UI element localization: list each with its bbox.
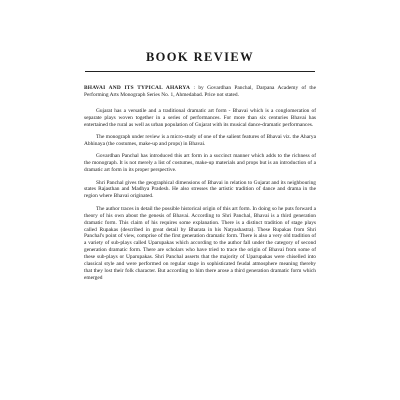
citation-title: BHAVAI AND ITS TYPICAL AHARYA: [84, 85, 191, 91]
heading-rule: [85, 71, 315, 72]
review-body: [84, 79, 316, 287]
page-heading: BOOK REVIEW: [145, 50, 255, 64]
paragraph-5: The author traces in detail the possible historical origin of this art form. In doing so he puts forward a theory of his own about the genesis of Bhavai. According to Shri Panchal, Bhavai is a third generation dramatic form. This claim of his requires some explanation. There is a distinct tradition of stage plays called Rupakas (described in great detail by Bharata in his Natyashastra). These Rupakas from Shri Panchal's point of view, comprise of the first generation dramatic form. There is also a very old tradition of a variety of sub-plays called Uparupakas which according to the author fall under the category of second generation dramatic form. There are scholars who have tried to trace the origin of Bhavai from some of these sub-plays or Uparupakas. Shri Panchal asserts that the majority of Uparupakas were chiselled into classical style and were performed on regular stage in sophisticated feudal atmosphere meaning thereby that they lost their folk character. But according to him there arose a third generation dramatic form which emerged: [84, 205, 316, 281]
book-citation: [84, 85, 316, 99]
paragraph-2: The monograph under review is a micro-study of one of the salient features of Bhavai viz. the Aharya Abhinaya (the costumes, make-up and props) in Bhavai.: [84, 134, 316, 147]
paragraph-4: Shri Panchal gives the geographical dimensions of Bhavai in relation to Gujarat and its neighbouring states Rajasthan and Madhya Pradesh. He also stresses the artistic tradition of dance and drama in the region where Bhavai originated.: [84, 179, 316, 200]
paragraph-3: Govardhan Panchal has introduced this art form in a succinct manner which adds to the richness of the monograph. It is not merely a list of costumes, make-up materials and props but is an introduction of a dramatic art form in its proper perspective.: [84, 153, 316, 174]
paragraph-1: Gujarat has a versatile and a traditional dramatic art form - Bhavai which is a conglomeration of separate plays woven together in a series of performances. For more than six centuries Bhavai has entertained the rural as well as urban population of Gujarat with its musical dance-dramatic performances.: [84, 107, 316, 128]
citation-details: : by Govardhan Panchal, Darpana Academy of the Performing Arts Monograph Series No. 1, Ahmedabad. Price not stated.: [84, 85, 316, 98]
